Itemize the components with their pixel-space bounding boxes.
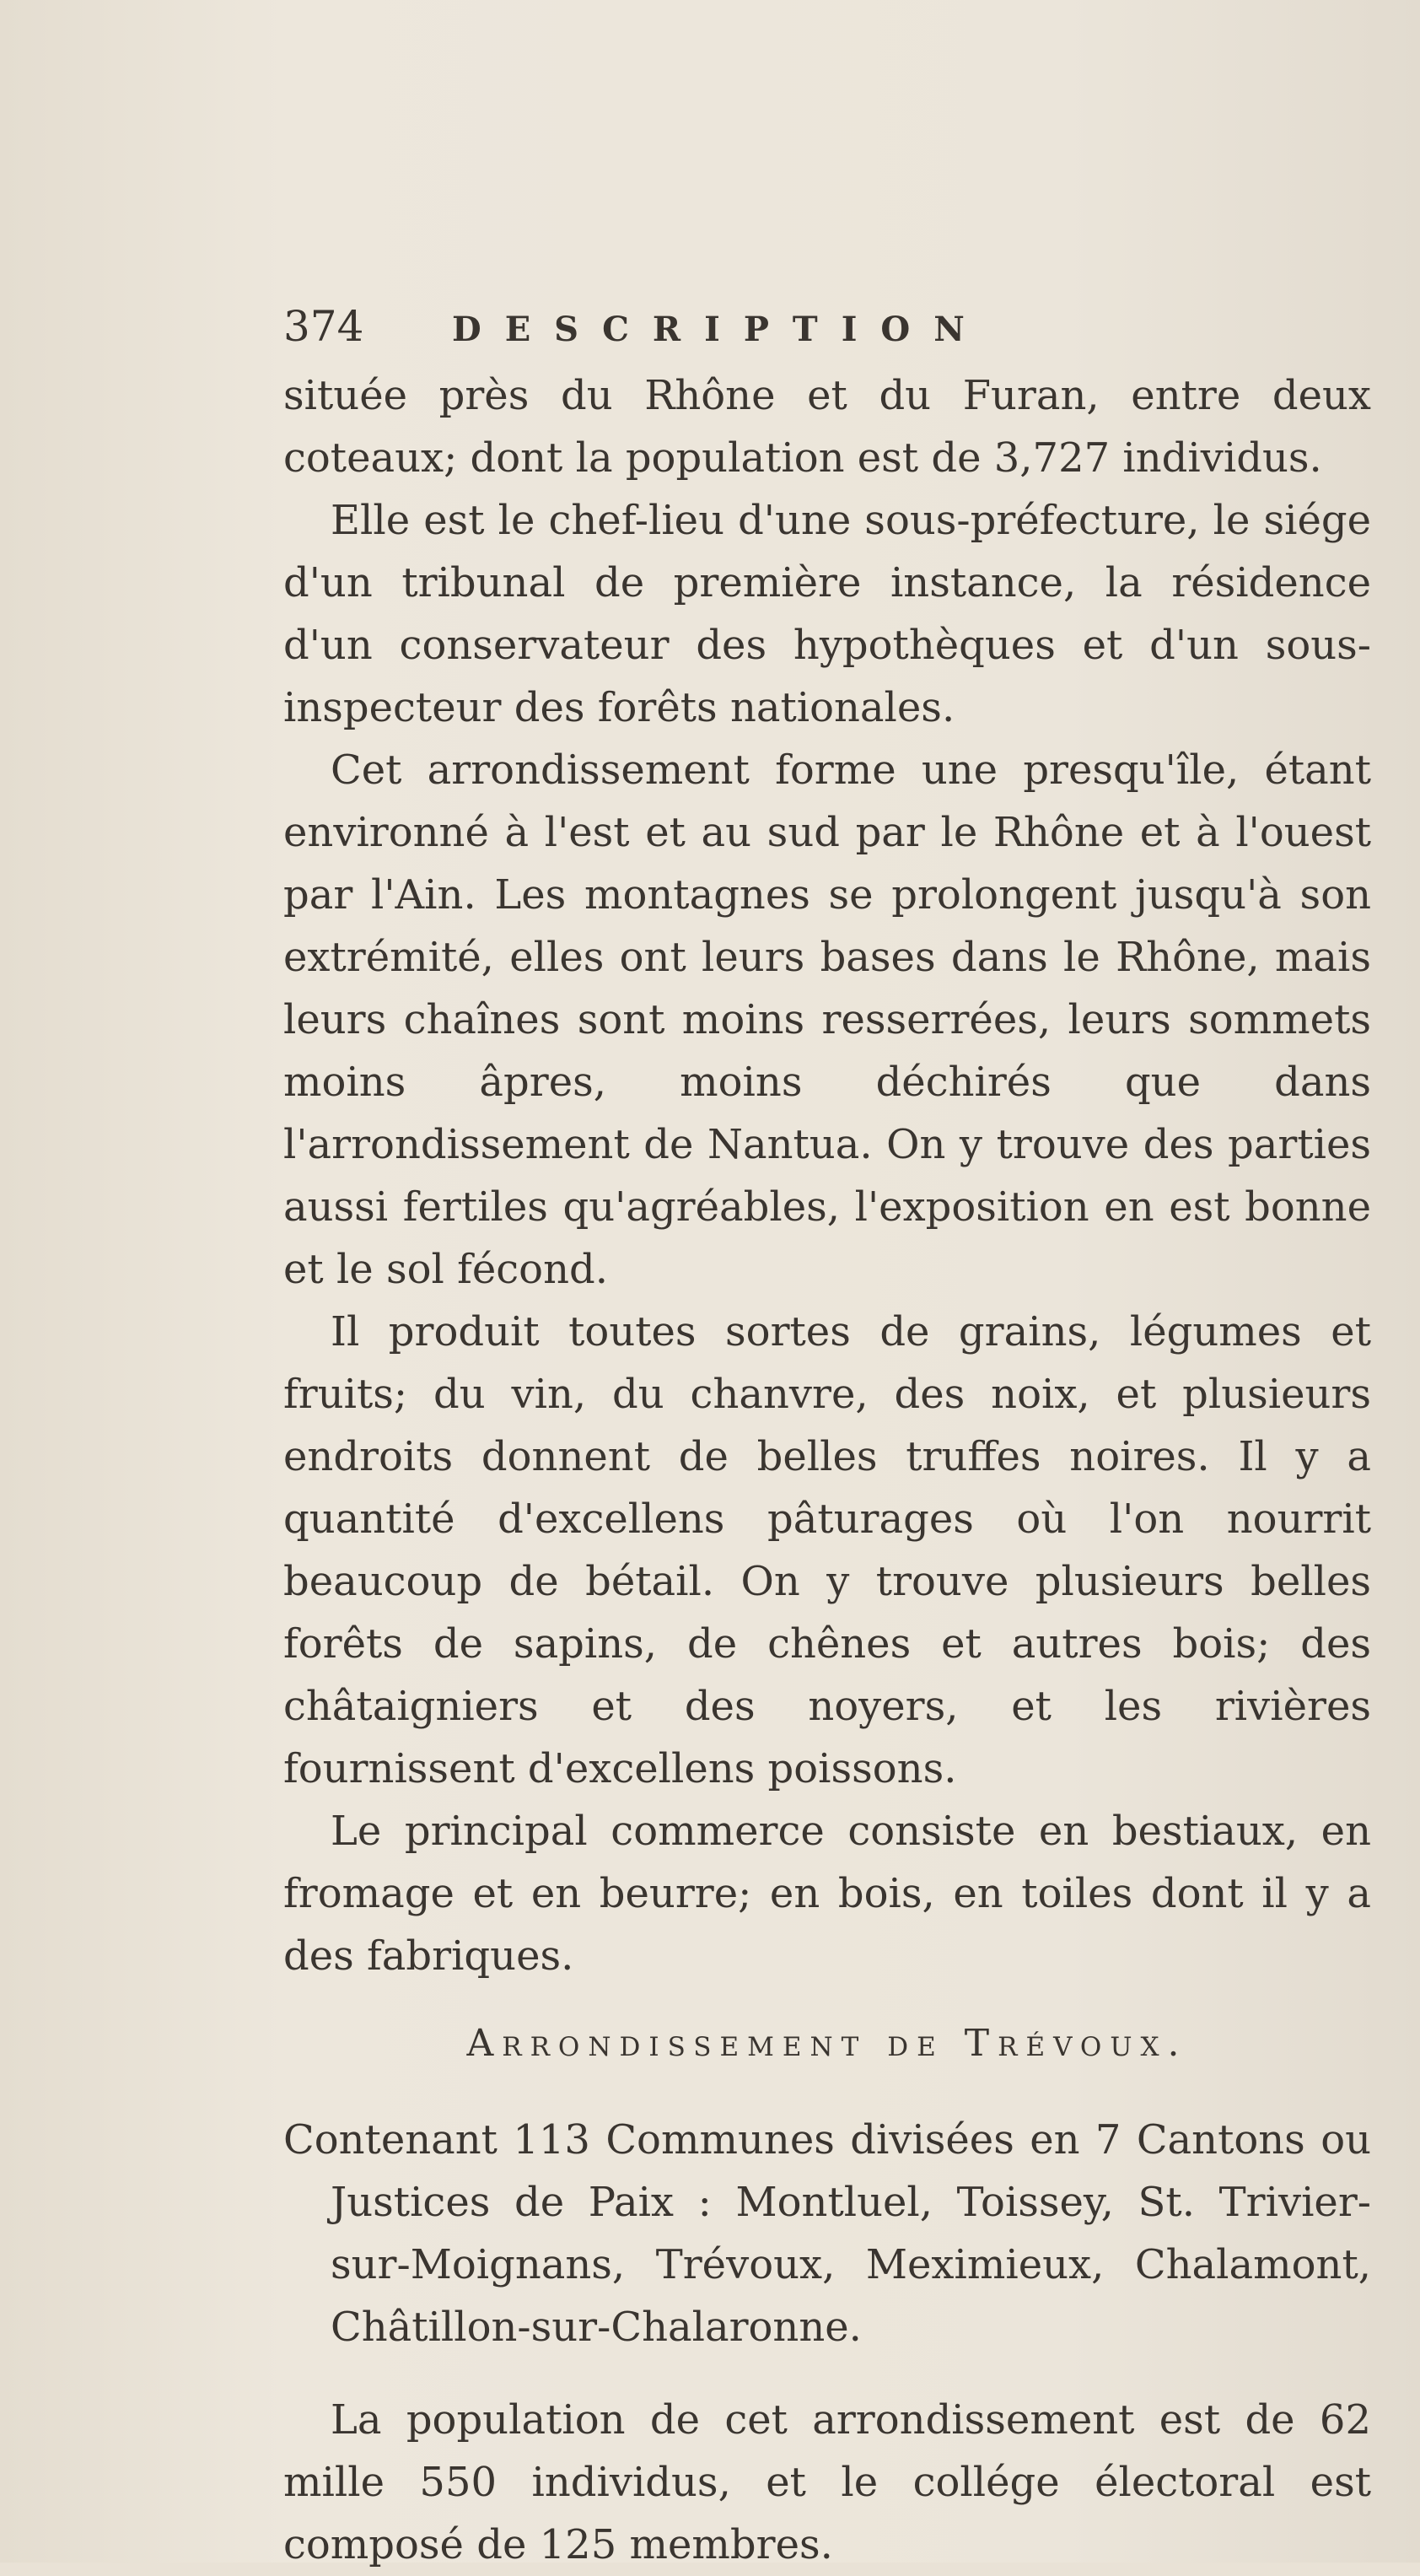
population-paragraph: La population de cet arrondissement est de 62 mille 550 individus, et le collége électoral est composé de 125 membres. [283, 2396, 1371, 2568]
spacer [283, 2358, 1371, 2389]
running-title: DESCRIPTION [452, 310, 988, 349]
page-header [283, 295, 1371, 361]
paragraph-prefecture: Elle est le chef-lieu d'une sous-préfecture, le siége d'un tribunal de première instance, la résidence d'un conservateur des hypothèques et d'un sous-inspecteur des forêts nationales. [283, 497, 1371, 731]
paragraph-produce: Il produit toutes sortes de grains, légumes et fruits; du vin, du chanvre, des noix, et plusieurs endroits donnent de belles truffes noires. Il y a quantité d'excellens pâturages où l'on nourrit beaucoup de bétail. On y trouve plusieurs belles forêts de sapins, de chênes et autres bois; des châtaigniers et des noyers, et les rivières fournissent d'excellens poissons. [283, 1308, 1371, 1792]
paragraph-commerce: Le principal commerce consiste en bestiaux, en fromage et en beurre; en bois, en toiles dont il y a des fabriques. [283, 1808, 1371, 1980]
page-number: 374 [283, 302, 364, 351]
section-heading: Arrondissement de Trévoux. [466, 2022, 1188, 2065]
page-text [283, 295, 1371, 2576]
paragraph-geography: Cet arrondissement forme une presqu'île, étant environné à l'est et au sud par le Rhône et à l'ouest par l'Ain. Les montagnes se prolongent jusqu'à son extrémité, elles ont leurs bases dans le Rhône, mais leurs chaînes sont moins resserrées, leurs sommets moins âpres, moins déchirés que dans l'arrondissement de Nantua. On y trouve des parties aussi fertiles qu'agréables, l'exposition en est bonne et le sol fécond. [283, 746, 1371, 1293]
cantons-paragraph: Contenant 113 Communes divisées en 7 Cantons ou Justices de Paix : Montluel, Toissey, St. Trivier-sur-Moignans, Trévoux, Meximieux, Chalamont, Châtillon-sur-Chalaronne. [283, 2116, 1371, 2351]
paragraph-continuation: située près du Rhône et du Furan, entre deux coteaux; dont la population est de 3,727 individus. [283, 372, 1371, 482]
